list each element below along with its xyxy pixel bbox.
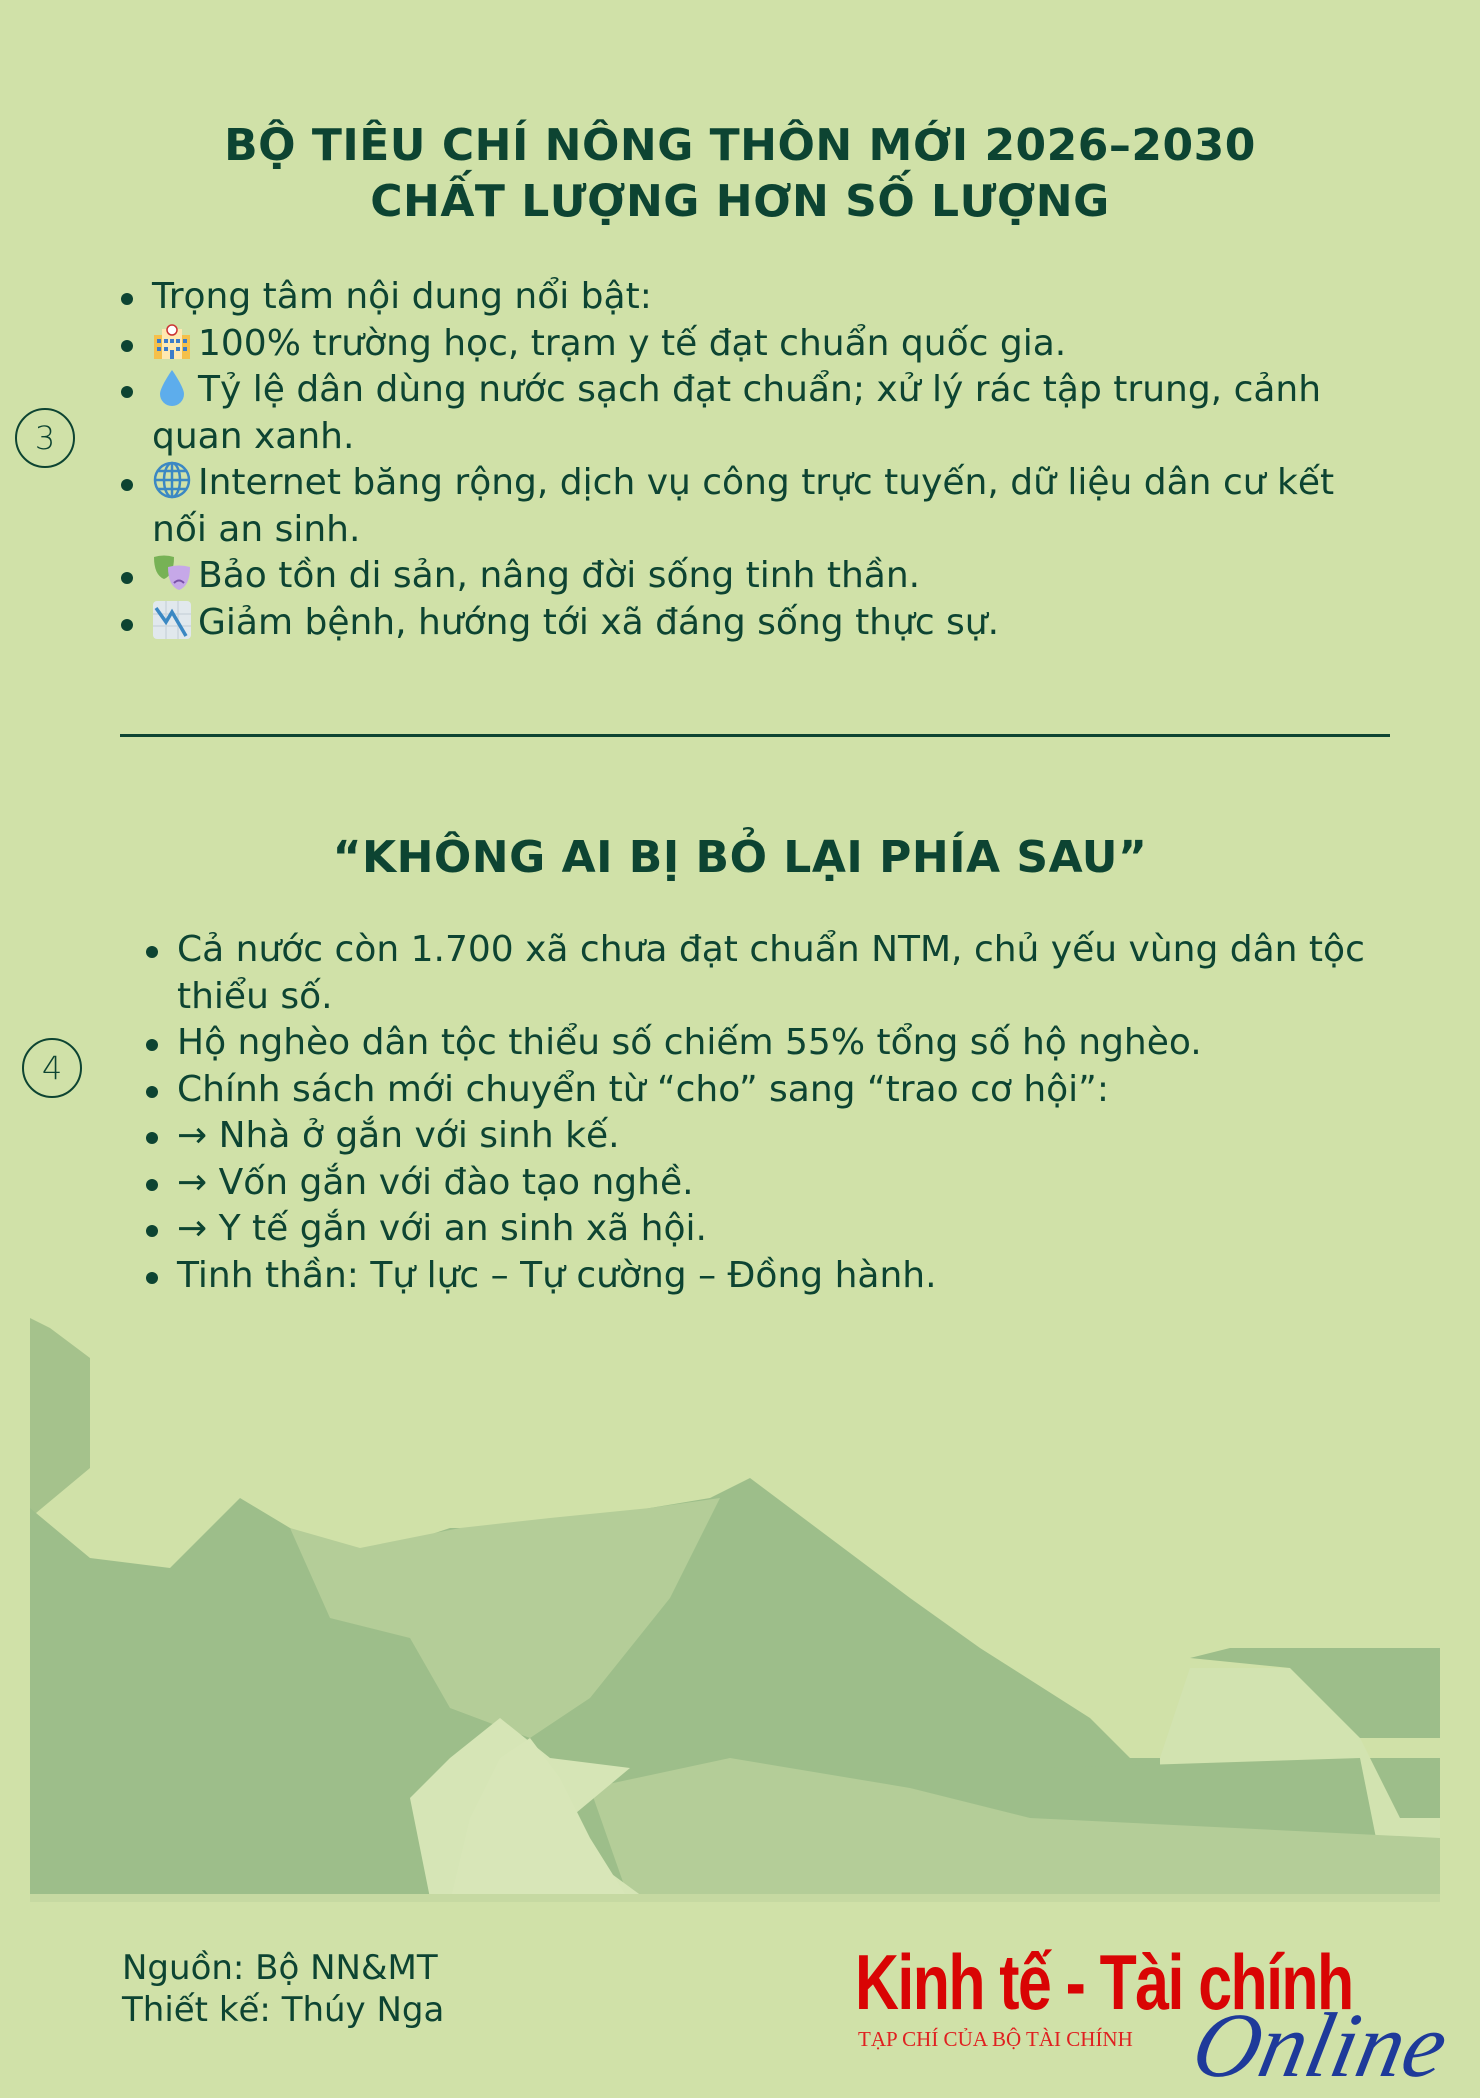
list-item: Tỷ lệ dân dùng nước sạch đạt chuẩn; xử lý rác tập trung, cảnh quan xanh. (118, 367, 1398, 460)
theater-masks-icon (152, 553, 192, 593)
logo-subtitle: TẠP CHÍ CỦA BỘ TÀI CHÍNH (858, 2027, 1133, 2051)
rural-village-illustration (30, 1318, 1440, 1902)
section-number-4: 4 (22, 1038, 82, 1098)
section4-title: “KHÔNG AI BỊ BỎ LẠI PHÍA SAU” (332, 832, 1148, 883)
logo-main-text: Kinh tế - Tài chính (855, 1938, 1353, 2026)
list-item: Trọng tâm nội dung nổi bật: (118, 274, 1398, 321)
list-item: Bảo tồn di sản, nâng đời sống tinh thần. (118, 553, 1398, 600)
list-item: Tinh thần: Tự lực – Tự cường – Đồng hành. (143, 1253, 1383, 1300)
designer-credit: Thiết kế: Thúy Nga (122, 1990, 445, 2030)
section4-bullet-list (143, 927, 1383, 1299)
list-item: Hộ nghèo dân tộc thiểu số chiếm 55% tổng số hộ nghèo. (143, 1020, 1383, 1067)
section3-bullet-list (118, 274, 1398, 646)
list-item: Cả nước còn 1.700 xã chưa đạt chuẩn NTM, chủ yếu vùng dân tộc thiểu số. (143, 927, 1383, 1020)
publication-logo[interactable] (855, 1938, 1457, 2096)
list-item: Giảm bệnh, hướng tới xã đáng sống thực sự. (118, 600, 1398, 647)
list-item: → Y tế gắn với an sinh xã hội. (143, 1206, 1383, 1253)
list-item: Internet băng rộng, dịch vụ công trực tuyến, dữ liệu dân cư kết nối an sinh. (118, 460, 1398, 553)
section3-title-line1: BỘ TIÊU CHÍ NÔNG THÔN MỚI 2026–2030 (224, 120, 1256, 171)
section-divider (120, 734, 1390, 737)
chart-decreasing-icon (152, 600, 192, 640)
section3-title-line2: CHẤT LƯỢNG HƠN SỐ LƯỢNG (370, 176, 1110, 227)
globe-icon (152, 460, 192, 500)
list-item: → Nhà ở gắn với sinh kế. (143, 1113, 1383, 1160)
list-item: Chính sách mới chuyển từ “cho” sang “trao cơ hội”: (143, 1067, 1383, 1114)
section-number-3: 3 (15, 408, 75, 468)
source-credit: Nguồn: Bộ NN&MT (122, 1948, 438, 1988)
water-droplet-icon (152, 367, 192, 407)
logo-online-text: Online (1184, 1994, 1457, 2096)
school-building-icon (152, 321, 192, 361)
section3-title (0, 118, 1480, 230)
list-item: 100% trường học, trạm y tế đạt chuẩn quốc gia. (118, 321, 1398, 368)
list-item: → Vốn gắn với đào tạo nghề. (143, 1160, 1383, 1207)
